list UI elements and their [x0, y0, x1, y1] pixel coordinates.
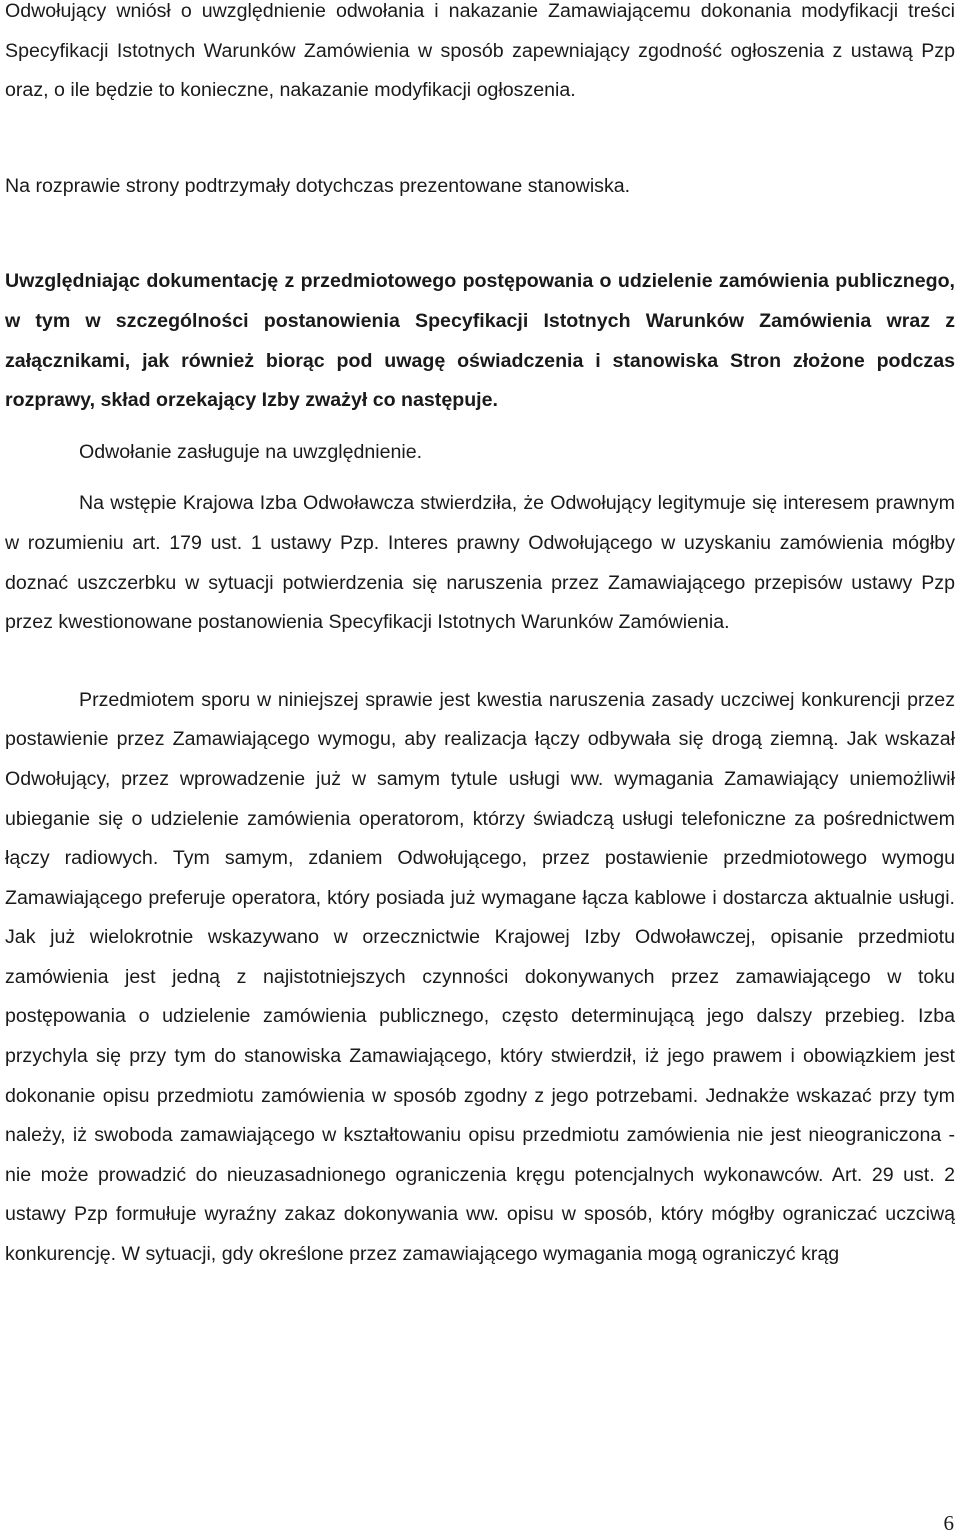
paragraph-verdict: Odwołanie zasługuje na uwzględnienie.	[79, 440, 423, 463]
document-page	[5, 0, 955, 1275]
paragraph-considerations: Uwzględniając dokumentację z przedmiotowego postępowania o udzielenie zamówienia publicznego, w tym w szczególności postanowienia Specyfikacji Istotnych Warunków Zamówienia wraz z załącznikami, jak również biorąc pod uwagę oświadczenia i stanowiska Stron złożone podczas rozprawy, skład orzekający Izby zważył co następuje.	[5, 270, 955, 412]
page-number: 6	[943, 1511, 954, 1535]
paragraph-subject-of-dispute: Przedmiotem sporu w niniejszej sprawie jest kwestia naruszenia zasady uczciwej konkurencji przez postawienie przez Zamawiającego wymogu, aby realizacja łączy odbywała się drogą ziemną. Jak wskazał Odwołujący, przez wprowadzenie już w samym tytule usługi ww. wymagania Zamawiający uniemożliwił ubieganie się o udzielenie zamówienia operatorom, którzy świadczą usługi telefoniczne za pośrednictwem łączy radiowych. Tym samym, zdaniem Odwołującego, przez postawienie przedmiotowego wymogu Zamawiającego preferuje operatora, który posiada już wymagane łącza kablowe i dostarcza aktualnie usługi. Jak już wielokrotnie wskazywano w orzecznictwie Krajowej Izby Odwoławczej, opisanie przedmiotu zamówienia jest jedną z najistotniejszych czynności dokonywanych przez zamawiającego w toku postępowania o udzielenie zamówienia publicznego, często determinującą jego dalszy przebieg. Izba przychyla się przy tym do stanowiska Zamawiającego, który stwierdził, iż jego prawem i obowiązkiem jest dokonanie opisu przedmiotu zamówienia w sposób zgodny z jego potrzebami. Jednakże wskazać przy tym należy, iż swoboda zamawiającego w kształtowaniu opisu przedmiotu zamówienia nie jest nieograniczona - nie może prowadzić do nieuzasadnionego ograniczenia kręgu potencjalnych wykonawców. Art. 29 ust. 2 ustawy Pzp formułuje wyraźny zakaz dokonywania ww. opisu w sposób, który mógłby ograniczać uczciwą konkurencję. W sytuacji, gdy określone przez zamawiającego wymagania mogą ograniczyć krąg	[5, 688, 955, 1266]
paragraph-legal-interest: Na wstępie Krajowa Izba Odwoławcza stwierdziła, że Odwołujący legitymuje się interesem prawnym w rozumieniu art. 179 ust. 1 ustawy Pzp. Interes prawny Odwołującego w uzyskaniu zamówienia mógłby doznać uszczerbku w sytuacji potwierdzenia się naruszenia przez Zamawiającego przepisów ustawy Pzp przez kwestionowane postanowienia Specyfikacji Istotnych Warunków Zamówienia.	[5, 492, 955, 634]
paragraph-hearing: Na rozprawie strony podtrzymały dotychczas prezentowane stanowiska.	[5, 174, 631, 197]
paragraph-appellant-request: Odwołujący wniósł o uwzględnienie odwołania i nakazanie Zamawiającemu dokonania modyfikacji treści Specyfikacji Istotnych Warunków Zamówienia w sposób zapewniający zgodność ogłoszenia z ustawą Pzp oraz, o ile będzie to konieczne, nakazanie modyfikacji ogłoszenia.	[5, 0, 955, 102]
